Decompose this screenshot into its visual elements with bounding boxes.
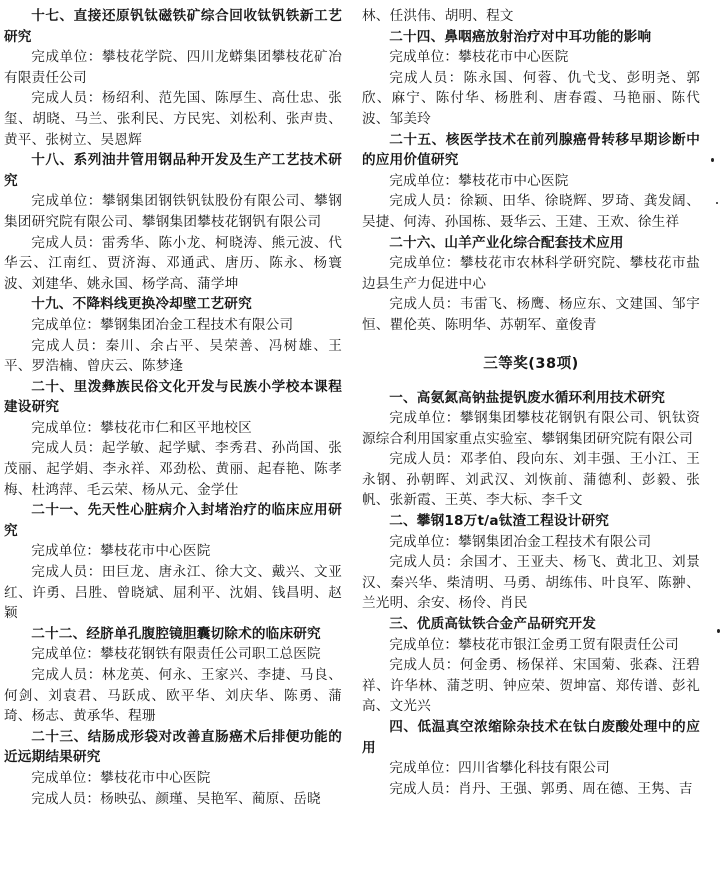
project-detail: 完成人员：雷秀华、陈小龙、柯晓涛、熊元波、代华云、江南红、贾济海、邓通武、唐历、陈永、杨寰波、刘建华、姚永国、杨学高、蒲学坤	[4, 234, 342, 292]
project-title: 二十三、结肠成形袋对改善直肠癌术后排便功能的近远期结果研究	[4, 728, 342, 766]
project-detail: 林、任洪伟、胡明、程文	[362, 8, 514, 24]
project-detail: 完成人员：徐颖、田华、徐晓辉、罗琦、龚发阔、吴捷、何涛、孙国栋、聂华云、王建、王欢、徐生祥	[362, 193, 700, 230]
project-detail: 完成人员：林龙英、何永、王家兴、李捷、马良、何剑、刘袁君、马跃成、欧平华、刘庆华、陈勇、蒲琦、杨志、黄承华、程珊	[4, 667, 342, 725]
project-detail: 完成人员：起学敏、起学赋、李秀君、孙尚国、张茂丽、起学娟、李永祥、邓劲松、黄丽、起春艳、陈孝梅、杜鸿萍、毛云荣、杨从元、金学仕	[4, 440, 342, 498]
project-detail: 完成单位：攀枝花市中心医院	[31, 543, 211, 560]
project-detail: 完成单位：攀枝花钢铁有限责任公司职工总医院	[31, 646, 321, 663]
right-column-bottom	[362, 388, 700, 800]
project-detail: 完成人员：陈永国、何蓉、仇弋戈、彭明尧、郭欣、麻宁、陈付华、杨胜利、唐春霞、马艳丽、陈代波、邹美玲	[362, 69, 700, 127]
project-detail: 完成单位：攀枝花市中心医院	[389, 172, 569, 189]
right-column-top	[362, 6, 700, 336]
project-detail: 完成人员：秦川、余占平、吴荣善、冯树雄、王平、罗浩楠、曾庆云、陈梦逢	[4, 337, 342, 375]
project-detail: 完成单位：攀钢集团冶金工程技术有限公司	[31, 316, 294, 333]
project-title: 十九、不降料线更换冷却壁工艺研究	[31, 296, 252, 313]
project-detail: 完成单位：四川省攀化科技有限公司	[389, 760, 610, 777]
left-column	[4, 6, 342, 809]
project-detail: 完成人员：余国才、王亚夫、杨飞、黄北卫、刘景汉、秦兴华、柴清明、马勇、胡练伟、叶良军、陈翀、兰光明、余安、杨伶、肖民	[362, 554, 700, 612]
right-column	[362, 6, 700, 799]
section-heading-third-prize: 三等奖(38项)	[483, 355, 579, 372]
project-detail: 完成单位：攀钢集团冶金工程技术有限公司	[389, 533, 652, 550]
project-title: 二十、里泼彝族民俗文化开发与民族小学校本课程建设研究	[4, 378, 342, 416]
project-detail: 完成人员：韦雷飞、杨鹰、杨应东、文建国、邹宇恒、瞿伦英、陈明华、苏朝军、童俊青	[362, 296, 700, 333]
project-detail: 完成单位：攀钢集团攀枝花钢钒有限公司、钒钛资源综合利用国家重点实验室、攀钢集团研究院有限公司	[362, 410, 700, 447]
project-detail: 完成单位：攀枝花市中心医院	[389, 49, 569, 66]
project-detail: 完成人员：何金勇、杨保祥、宋国菊、张森、汪碧祥、许华林、蒲芝明、钟应荣、贺坤富、郑传谱、彭礼高、文光兴	[362, 657, 700, 715]
project-detail: 完成单位：攀枝花学院、四川龙蟒集团攀枝花矿冶有限责任公司	[4, 49, 342, 86]
project-detail: 完成单位：攀枝花市中心医院	[31, 769, 211, 786]
project-title: 二十六、山羊产业化综合配套技术应用	[389, 234, 624, 251]
project-title: 三、优质高钛铁合金产品研究开发	[389, 616, 597, 633]
project-title: 二十二、经脐单孔腹腔镜胆囊切除术的临床研究	[31, 625, 321, 642]
project-detail: 完成单位：攀枝花市农林科学研究院、攀枝花市盐边县生产力促进中心	[362, 255, 700, 292]
project-title: 二、攀钢18万t/a钛渣工程设计研究	[389, 513, 610, 530]
project-title: 十七、直接还原钒钛磁铁矿综合回收钛钒铁新工艺研究	[4, 8, 342, 45]
project-title: 十八、系列油井管用钢品种开发及生产工艺技术研究	[4, 152, 342, 189]
project-title: 四、低温真空浓缩除杂技术在钛白废酸处理中的应用	[362, 719, 700, 756]
project-detail: 完成人员：田巨龙、唐永江、徐大文、戴兴、文亚红、许勇、吕胜、曾晓斌、屈利平、沈娟、钱昌明、赵颖	[4, 564, 342, 622]
project-detail: 完成单位：攀枝花市仁和区平地校区	[31, 419, 252, 436]
scan-speck	[716, 202, 718, 204]
project-detail: 完成人员：邓孝伯、段向东、刘丰强、王小江、王永钢、孙朝晖、刘武汉、刘恢前、蒲德利、彭毅、张帆、张新霞、王英、李大标、李千文	[362, 451, 700, 509]
project-detail: 完成单位：攀枝花市银江金勇工贸有限责任公司	[389, 636, 679, 653]
project-detail: 完成单位：攀钢集团钢铁钒钛股份有限公司、攀钢集团研究院有限公司、攀钢集团攀枝花钢钒有限公司	[4, 193, 342, 230]
project-detail: 完成人员：杨映弘、颜瑾、吴艳军、蔺原、岳晓	[31, 790, 321, 807]
project-title: 二十四、鼻咽癌放射治疗对中耳功能的影响	[389, 28, 652, 45]
project-detail: 完成人员：肖丹、王强、郭勇、周在德、王隽、吉	[389, 780, 693, 797]
project-detail: 完成人员：杨绍利、范先国、陈厚生、高仕忠、张玺、胡晓、马兰、张利民、方民宪、刘松利、张声贵、黄平、张树立、吴恩辉	[4, 90, 342, 148]
project-title: 二十一、先天性心脏病介入封堵治疗的临床应用研究	[4, 502, 342, 539]
project-title: 一、高氨氮高钠盐提钒废水循环利用技术研究	[389, 389, 666, 406]
scan-speck	[717, 629, 720, 633]
scan-speck	[711, 158, 714, 162]
project-title: 二十五、核医学技术在前列腺癌骨转移早期诊断中的应用价值研究	[362, 131, 700, 169]
